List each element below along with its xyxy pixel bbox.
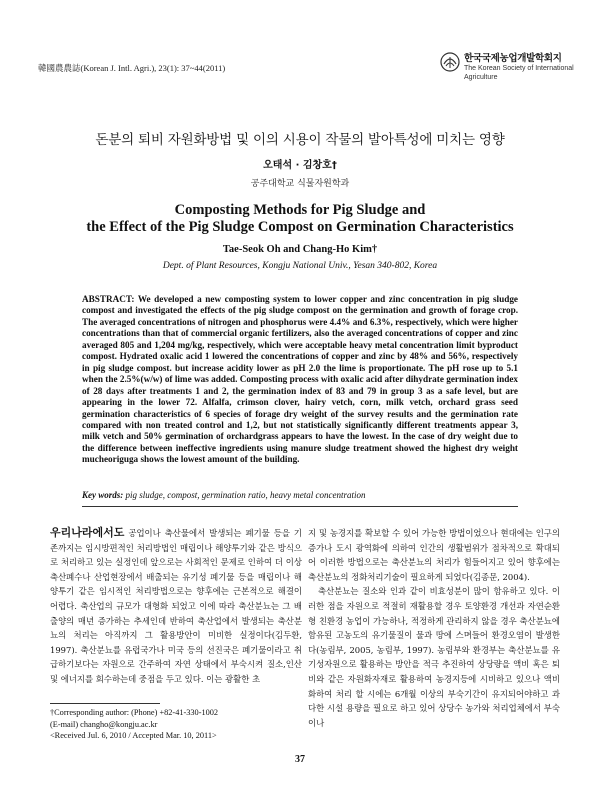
body-column-right <box>308 526 560 786</box>
footnote-corresponding: †Corresponding author: (Phone) +82-41-330-1002 <box>50 708 219 717</box>
lead-word: 우리나라에서도 <box>50 526 125 539</box>
footnotes <box>50 707 305 742</box>
society-name-ko: 한국국제농업개발학회지 <box>464 53 562 64</box>
divider <box>82 506 518 507</box>
keywords-text: pig sludge, compost, germination ratio, heavy metal concentration <box>125 490 366 500</box>
footnote-divider <box>50 703 160 704</box>
affiliation-korean: 공주대학교 식물자원학과 <box>250 179 350 189</box>
body-paragraph: 축산분뇨는 질소와 인과 같이 비효성분이 많이 함유하고 있다. 이러한 점을 자원으로 적절히 재활용할 경우 토양환경 개선과 자연순환형 친환경 농업이 가능하나, 적정하게 관리하지 않을 경우 축산분뇨에 함유된 고농도의 유기물질이 물과 땅에 스며들어 환경오염이 발생한다(농림부, 2005, 농림부, 1997). 농림부와 환경부는 축산분뇨를 유기성자원으로 활용하는 방안을 적극 추진하여 상당량을 액비 혹은 퇴비와 같은 자원화자재로 활용하여 농경지등에 시비하고 있으나 액비화하여 처리 할 시에는 6개월 이상의 부숙기간이 유지되어야하고 과다한 시설 용량을 필요로 하고 있어 상당수 농가와 처리업체에서 부숙이나 <box>308 586 560 728</box>
footnote-received: <Received Jul. 6, 2010 / Accepted Mar. 10, 2011> <box>50 731 217 740</box>
authors-korean: 오태석 · 김창호† <box>263 160 337 171</box>
journal-reference: 韓國農農誌(Korean J. Intl. Agri.), 23(1): 37~44(2011) <box>38 63 226 73</box>
keywords-label: Key words: <box>82 490 124 500</box>
body-paragraph: 지 및 농경지를 확보할 수 있어 가능한 방법이었으나 현대에는 인구의 증가나 도시 광역화에 의하여 인간의 생활범위가 점차적으로 확대되어 이러한 방법으로는 축산분뇨의 처리가 힘들어지고 있어 향후에는 축산분뇨의 정화처리기술이 필요하게 되었다(김종문, 2004). <box>308 528 560 582</box>
keywords <box>82 490 518 500</box>
page-number: 37 <box>295 754 305 765</box>
society-logo-icon <box>440 52 460 72</box>
footnote-email: (E-mail) changho@kongju.ac.kr <box>50 719 158 729</box>
body-paragraph <box>50 526 302 687</box>
title-english-line-1: Composting Methods for Pig Sludge and <box>174 202 426 218</box>
authors-english: Tae-Seok Oh and Chang-Ho Kim† <box>222 244 378 255</box>
title-english <box>0 202 600 236</box>
title-korean: 돈분의 퇴비 자원화방법 및 이의 시용이 작물의 발아특성에 미치는 영향 <box>95 132 505 148</box>
body-text: 공업이나 축산물에서 발생되는 폐기물 등을 기존까지는 임시방편적인 처리방법인 매립이나 해양투기와 같은 방식으로 처리하고 있는 실정인데 앞으로는 사회적인 문제로 인하여 더 이상 축산폐수나 산업현장에서 배출되는 유기성 폐기물 등을 매립이나 해양투기 같은 임시적인 처리방법으로는 향후에는 근본적으로 해결이 어렵다. 축산업의 규모가 대형화 되었고 이에 따라 축산분뇨는 그 배출양의 매년 증가하는 추세인데 반하여 축산업에서 발생되는 축산분뇨의 처리는 아직까지 그 활용방안이 미비한 실정이다(김두환, 1997). 축산분뇨를 유럽국가나 미국 등의 선진국은 폐기물이라고 취급하기보다는 자원으로 간주하여 자연 상태에서 부숙시켜 질소,인산 및 에너지를 회수하는데 중점을 두고 있다. 이는 광활한 초 <box>50 528 302 684</box>
abstract: ABSTRACT: We developed a new composting system to lower copper and zinc concentration in pig sludge compost and investigated the effects of the pig sludge compost on the germination and growth of forage crop. The averaged concentrations of nitrogen and phosphorus were 4.4% and 6.3%, respectively, which were higher concentrations than that of commercial organic fertilizers, also the averaged concentrations of copper and zinc averaged 805 and 1,204 mg/kg, respectively, which were acceptable heavy metal concentration limit byproduct compost. Hydrated oxalic acid 1 lowered the concentrations of copper and zinc by 48% and 56%, respectively in pig sludge compost. but increase acidity lower as pH 2.0 the lime is proportionate. The pH rose up to 5.1 when the 2.5%(w/w) of lime was added. Composting process with oxalic acid after dihydrate germination index of 28 days after treatments 1 and 2, the germination index of 83 and 79 in group 3 as a safe level, but are appearing in the lower 72. Alfalfa, crimson clover, hairy vetch, corn, milk vetch, orchard grass seed germination characteristics of 6 species of forage dry weight of the survey results and the germination rate compared with non treated control and 1,2, but not statistically significantly different treatments appear 3, milk vetch and 50% germination of orchardgrass appears to have the lowest. In the case of dry weight due to the difference between ineffective ingredients using manure sludge treatment showed the highest dry weight mucheoriguga shows the lowest amount of the building. <box>82 294 518 465</box>
title-english-line-2: the Effect of the Pig Sludge Compost on Germination Characteristics <box>86 219 514 235</box>
body-column-left <box>50 526 302 687</box>
society-name-en: The Korean Society of International Agriculture <box>464 65 574 81</box>
affiliation-english: Dept. of Plant Resources, Kongju National Univ., Yesan 340-802, Korea <box>162 261 438 271</box>
